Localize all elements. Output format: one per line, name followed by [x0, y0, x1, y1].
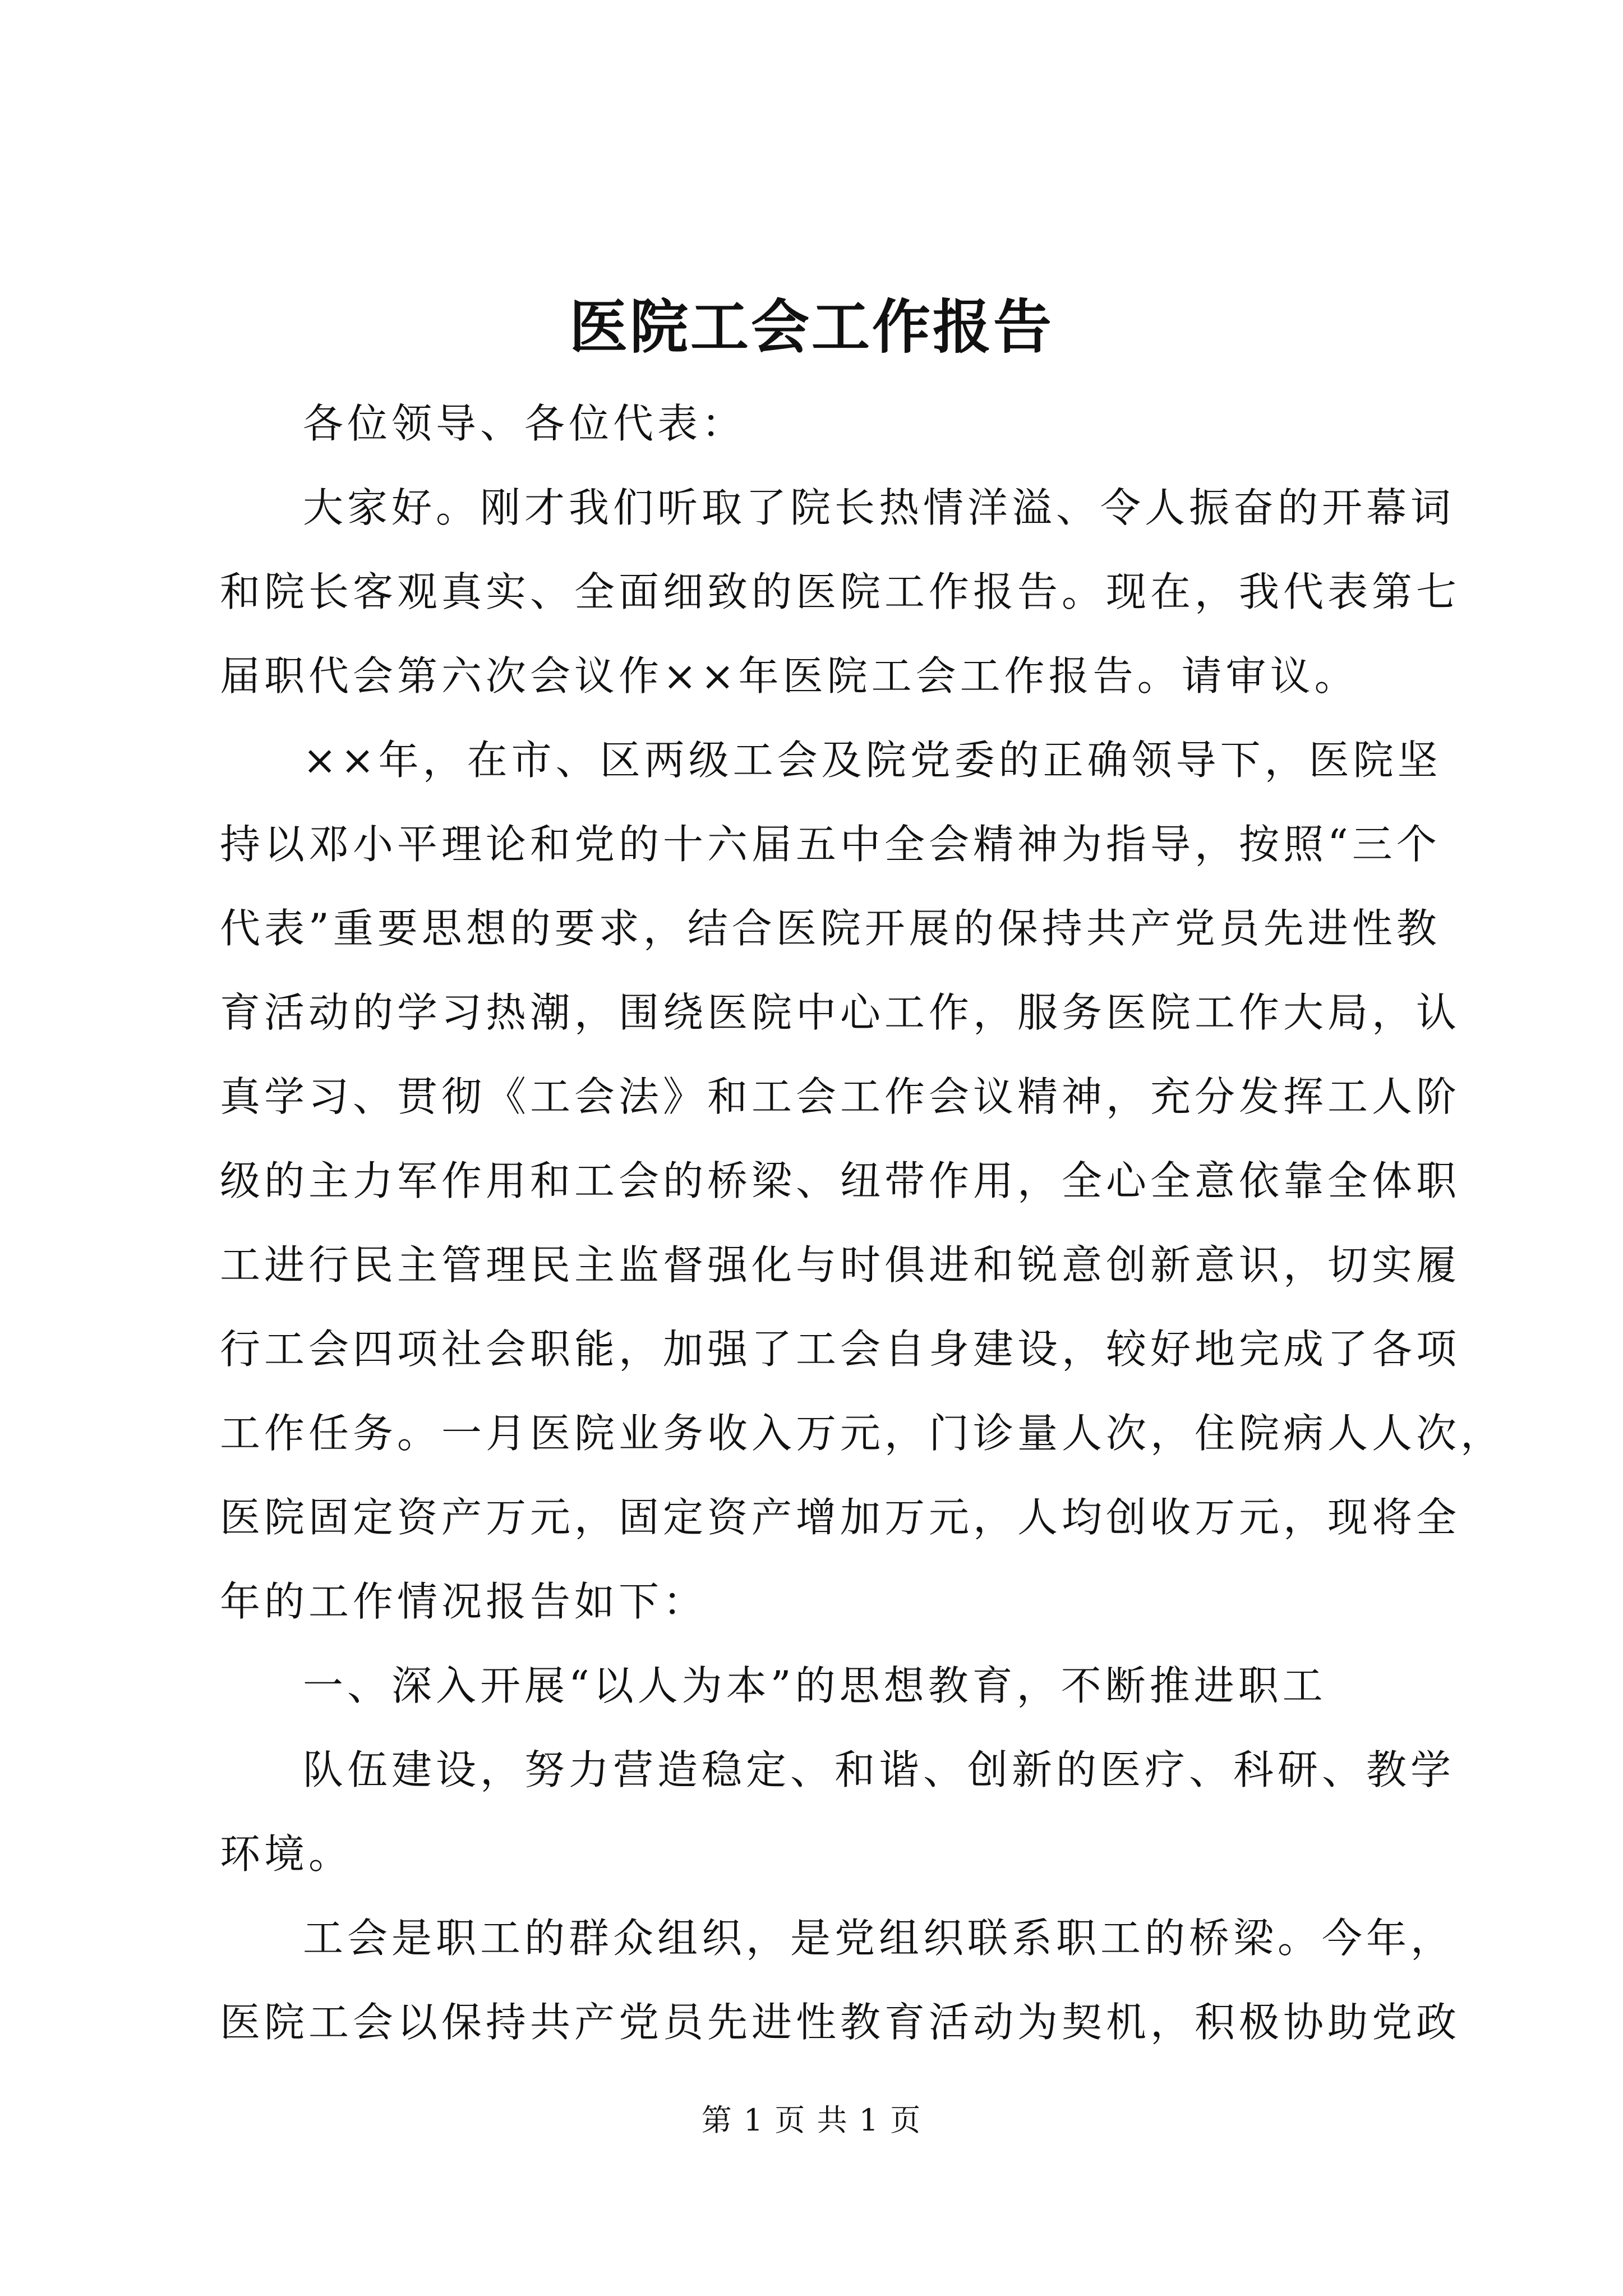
body-line: 工会是职工的群众组织，是党组织联系职工的桥梁。今年，	[303, 1915, 1455, 1962]
body-line: 届职代会第六次会议作××年医院工会工作报告。请审议。	[220, 652, 1359, 700]
document-title: 医院工会工作报告	[569, 292, 1054, 361]
salutation-line: 各位领导、各位代表：	[303, 400, 746, 447]
body-line: 工作任务。一月医院业务收入万元，门诊量人次，住院病人人次，	[220, 1410, 1505, 1457]
body-line: 医院工会以保持共产党员先进性教育活动为契机，积极协助党政	[220, 1999, 1461, 2046]
section-heading-line: 一、深入开展“以人为本”的思想教育，不断推进职工	[303, 1662, 1327, 1709]
body-line: 和院长客观真实、全面细致的医院工作报告。现在，我代表第七	[220, 568, 1461, 615]
section-heading-line: 环境。	[220, 1830, 353, 1878]
body-line: 工进行民主管理民主监督强化与时俱进和锐意创新意识，切实履	[220, 1241, 1461, 1289]
body-line: ××年，在市、区两级工会及院党委的正确领导下，医院坚	[303, 737, 1442, 784]
body-line: 年的工作情况报告如下：	[220, 1578, 708, 1625]
body-line: 真学习、贯彻《工会法》和工会工作会议精神，充分发挥工人阶	[220, 1073, 1461, 1120]
body-line: 持以邓小平理论和党的十六届五中全会精神为指导，按照“三个	[220, 821, 1441, 868]
body-line: 医院固定资产万元，固定资产增加万元，人均创收万元，现将全	[220, 1494, 1461, 1541]
body-line: 行工会四项社会职能，加强了工会自身建设，较好地完成了各项	[220, 1326, 1461, 1373]
section-heading-line: 队伍建设，努力营造稳定、和谐、创新的医疗、科研、教学	[303, 1746, 1455, 1793]
body-line: 育活动的学习热潮，围绕医院中心工作，服务医院工作大局，认	[220, 989, 1461, 1036]
body-line: 级的主力军作用和工会的桥梁、纽带作用，全心全意依靠全体职	[220, 1157, 1461, 1204]
body-line: 大家好。刚才我们听取了院长热情洋溢、令人振奋的开幕词	[303, 484, 1455, 531]
page-footer: 第 1 页 共 1 页	[701, 2102, 922, 2138]
body-line: 代表”重要思想的要求，结合医院开展的保持共产党员先进性教	[220, 905, 1441, 952]
